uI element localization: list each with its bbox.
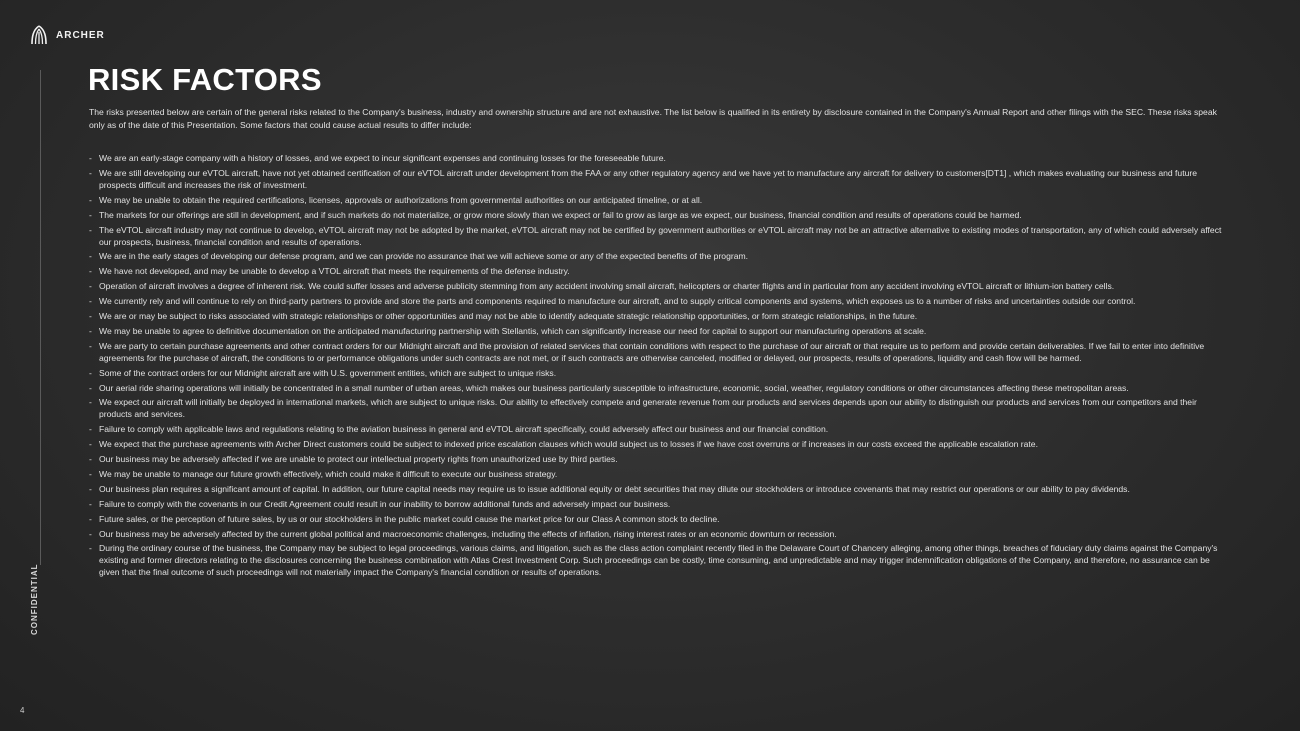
- bullet-dash: -: [89, 469, 92, 480]
- bullet-dash: -: [89, 153, 92, 163]
- risk-text: The eVTOL aircraft industry may not continue to develop, eVTOL aircraft may not be adopted by the market, eVTOL aircraft may not be certified by government authorities or eVTOL aircraft may not be an attractive alternative to existing modes of transportation, any of which could adversely affect our prospects, business, financial condition and results of operations.: [99, 224, 1222, 247]
- risk-text: Our business plan requires a significant amount of capital. In addition, our future capital needs may require us to issue additional equity or debt securities that may dilute our stockholders or introduce covenants that may restrict our operations or our ability to pay dividends.: [99, 483, 1130, 494]
- risk-text: Our business may be adversely affected by the current global political and macroeconomic challenges, including the effects of inflation, rising interest rates or an economic downturn or recession.: [99, 528, 837, 539]
- bullet-dash: -: [89, 167, 92, 178]
- bullet-dash: -: [89, 424, 92, 435]
- list-item: [89, 453, 1224, 465]
- risk-text: We have not developed, and may be unable to develop a VTOL aircraft that meets the requirements of the defense industry.: [99, 266, 570, 277]
- bullet-dash: -: [89, 194, 92, 205]
- bullet-dash: -: [89, 367, 92, 378]
- list-item: [89, 367, 1224, 379]
- list-item: [89, 423, 1224, 435]
- bullet-dash: -: [89, 296, 92, 307]
- intro-paragraph: The risks presented below are certain of the general risks related to the Company's business, industry and ownership structure and are not exhaustive. The list below is qualified in its entirety by disclosure contained in the Company's Annual Report and other filings with the SEC. These risks speak only as of the date of this Presentation. Some factors that could cause actual results to differ include:: [89, 107, 1217, 130]
- risk-text: We currently rely and will continue to rely on third-party partners to provide and store the parts and components required to manufacture our aircraft, and to supply critical components and systems, which exposes us to a number of risks and uncertainties outside our control.: [99, 296, 1136, 307]
- bullet-dash: -: [89, 483, 92, 494]
- risk-text: Failure to comply with the covenants in our Credit Agreement could result in our inability to borrow additional funds and adversely impact our business.: [99, 498, 671, 509]
- risk-text: Operation of aircraft involves a degree of inherent risk. We could suffer losses and adverse publicity stemming from any accident involving small aircraft, helicopters or charter flights and in particular from any accident involving eVTOL aircraft or lithium-ion battery cells.: [99, 281, 1115, 292]
- list-item: [89, 224, 1224, 248]
- list-item: [89, 513, 1224, 525]
- risk-text: We may be unable to manage our future growth effectively, which could make it difficult to execute our business strategy.: [99, 469, 558, 480]
- list-item: [89, 310, 1224, 322]
- list-item: [89, 528, 1224, 540]
- risk-text: We are or may be subject to risks associated with strategic relationships or other opportunities and may not be able to identify adequate strategic relationship opportunities, or form strategic relationships, in the future.: [99, 311, 918, 322]
- list-item: [89, 382, 1224, 394]
- page-number: 4: [20, 706, 25, 715]
- risk-text: During the ordinary course of the business, the Company may be subject to legal proceedings, various claims, and litigation, such as the class action complaint recently filed in the Delaware Court of Chancery alleging, among other things, breaches of fiduciary duty claims against the Company's existing and former directors relating to the disclosures concerning the business combination with Atlas Crest Investment Corp. Such proceedings can be costly, time consuming, and unpredictable and may trigger indemnification obligations of the Company, and therefore, no assurance can be given that the final outcome of such proceedings will not materially impact the Company's financial condition or results of operations.: [99, 543, 1218, 578]
- risk-text: We are in the early stages of developing our defense program, and we can provide no assurance that we will achieve some or any of the expected benefits of the program.: [99, 251, 749, 262]
- list-item: [89, 295, 1224, 307]
- bullet-dash: -: [89, 209, 92, 220]
- bullet-dash: -: [89, 513, 92, 524]
- confidential-label: CONFIDENTIAL: [30, 563, 39, 635]
- risk-text: The markets for our offerings are still in development, and if such markets do not materialize, or grow more slowly than we expect or fail to grow as large as we expect, our business, financial condition and results of operations could be harmed.: [99, 209, 1022, 220]
- logo-wordmark: ARCHER: [56, 29, 105, 41]
- list-item: [89, 340, 1224, 364]
- list-item: [89, 167, 1224, 191]
- sidebar-divider: [40, 70, 41, 565]
- bullet-dash: -: [89, 266, 92, 277]
- archer-logo: [30, 25, 105, 45]
- bullet-dash: -: [89, 439, 92, 450]
- list-item: [89, 265, 1224, 277]
- risk-text: We expect our aircraft will initially be deployed in international markets, which are subject to unique risks. Our ability to effectively compete and generate revenue from our products and services depends upon our ability to distinguish our products and services from our competitors and their products and services.: [99, 397, 1197, 420]
- list-item: [89, 542, 1224, 578]
- list-item: [89, 483, 1224, 495]
- page-title: RISK FACTORS: [88, 62, 322, 97]
- list-item: [89, 498, 1224, 510]
- list-item: [89, 152, 1224, 164]
- risk-text: We may be unable to obtain the required certifications, licenses, approvals or authorizations from governmental authorities on our anticipated timeline, or at all.: [99, 194, 703, 205]
- bullet-dash: -: [89, 340, 92, 351]
- bullet-dash: -: [89, 224, 92, 235]
- risk-text: Some of the contract orders for our Midnight aircraft are with U.S. government entities, which are subject to unique risks.: [99, 367, 557, 378]
- risk-list: [89, 152, 1224, 581]
- bullet-dash: -: [89, 251, 92, 262]
- risk-text: Future sales, or the perception of future sales, by us or our stockholders in the public market could cause the market price for our Class A common stock to decline.: [99, 513, 720, 524]
- risk-text: We are an early-stage company with a history of losses, and we expect to incur significant expenses and continuing losses for the foreseeable future.: [99, 153, 666, 163]
- risk-text: Our aerial ride sharing operations will initially be concentrated in a small number of urban areas, which makes our business particularly susceptible to infrastructure, economic, social, weather, regulatory conditions or other circumstances affecting these metropolitan areas.: [99, 382, 1129, 393]
- list-item: [89, 325, 1224, 337]
- risk-text: We expect that the purchase agreements with Archer Direct customers could be subject to indexed price escalation clauses which would subject us to losses if we have cost overruns or if increases in our costs exceed the applicable escalation rate.: [99, 439, 1038, 450]
- list-item: [89, 438, 1224, 450]
- bullet-dash: -: [89, 397, 92, 408]
- risk-text: We may be unable to agree to definitive documentation on the anticipated manufacturing partnership with Stellantis, which can significantly increase our need for capital to support our manufacturing operations at scale.: [99, 325, 927, 336]
- bullet-dash: -: [89, 543, 92, 554]
- bullet-dash: -: [89, 281, 92, 292]
- risk-text: Failure to comply with applicable laws and regulations relating to the aviation business in general and eVTOL aircraft specifically, could adversely affect our business and our financial condition.: [99, 424, 829, 435]
- bullet-dash: -: [89, 311, 92, 322]
- risk-text: We are still developing our eVTOL aircraft, have not yet obtained certification of our eVTOL aircraft under development from the FAA or any other regulatory agency and we have yet to manufacture any aircraft for delivery to customers[DT1] , which makes evaluating our business and future prospects difficult and increases the risk of investment.: [99, 167, 1198, 190]
- bullet-dash: -: [89, 382, 92, 393]
- list-item: [89, 194, 1224, 206]
- list-item: [89, 280, 1224, 292]
- list-item: [89, 250, 1224, 262]
- bullet-dash: -: [89, 498, 92, 509]
- list-item: [89, 468, 1224, 480]
- risk-text: We are party to certain purchase agreements and other contract orders for our Midnight aircraft and the provision of related services that contain conditions with respect to the purchase of our aircraft or that require us to perform and provide certain deliverables. If we fail to enter into definitive agreements for the purchase of aircraft, the conditions to or performance obligations under such contracts are not met, or if such contracts are otherwise canceled, modified or delayed, our prospects, results of operations, liquidity and cash flow will be harmed.: [99, 340, 1205, 363]
- risk-text: Our business may be adversely affected if we are unable to protect our intellectual property rights from unauthorized use by third parties.: [99, 454, 618, 465]
- bullet-dash: -: [89, 325, 92, 336]
- bullet-dash: -: [89, 528, 92, 539]
- list-item: [89, 209, 1224, 221]
- bullet-dash: -: [89, 454, 92, 465]
- list-item: [89, 396, 1224, 420]
- archer-wing-icon: [30, 25, 48, 45]
